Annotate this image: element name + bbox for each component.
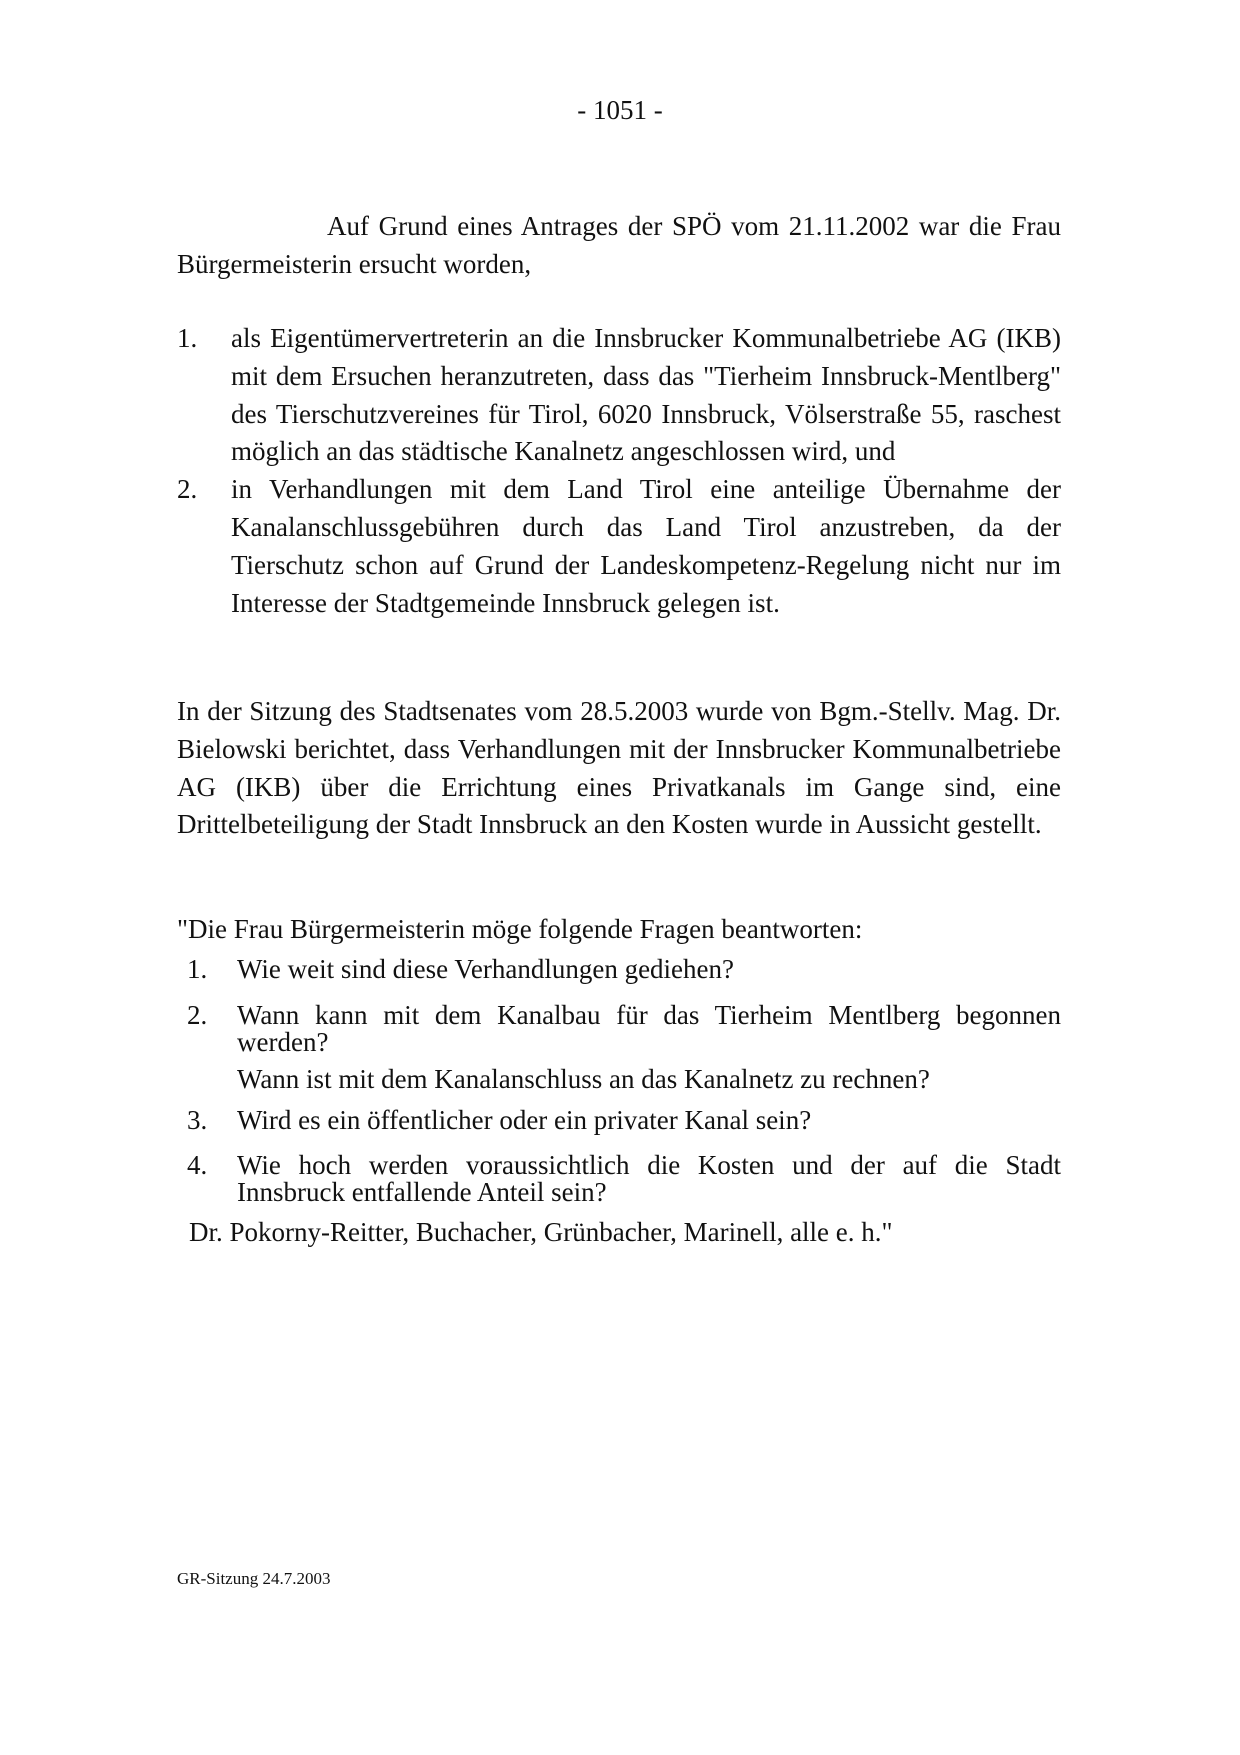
question-item <box>177 951 1061 989</box>
page-number: - 1051 - <box>577 95 663 125</box>
senate-report-paragraph: In der Sitzung des Stadtsenates vom 28.5.2003 wurde von Bgm.-Stellv. Mag. Dr. Bielowski berichtet, dass Verhandlungen mit der Innsbrucker Kommunalbetriebe AG (IKB) über die Errichtung eines Privatkanals im Gange sind, eine Drittelbeteiligung der Stadt Innsbruck an den Kosten wurde in Aussicht gestellt. <box>177 696 1061 840</box>
question-text: Wann kann mit dem Kanalbau für das Tierheim Mentlberg begonnen werden? <box>237 999 1061 1057</box>
question-number: 2. <box>187 999 208 1030</box>
question-text: Wird es ein öffentlicher oder ein privater Kanal sein? <box>237 1104 812 1135</box>
intro-paragraph: Auf Grund eines Antrages der SPÖ vom 21.11.2002 war die Frau Bürgermeisterin ersucht worden, <box>177 211 1061 279</box>
footer-session-date: GR-Sitzung 24.7.2003 <box>177 1569 331 1588</box>
inquiry-block <box>177 911 1061 1252</box>
list-item-text: in Verhandlungen mit dem Land Tirol eine anteilige Übernahme der Kanalanschlussgebühren durch das Land Tirol anzustreben, da der Tierschutz schon auf Grund der Landeskompetenz-Regelung nicht nur im Interesse der Stadtgemeinde Innsbruck gelegen ist. <box>231 474 1061 618</box>
question-number: 1. <box>187 953 208 984</box>
question-item <box>177 1102 1061 1140</box>
list-item-text: als Eigentümervertreterin an die Innsbrucker Kommunalbetriebe AG (IKB) mit dem Ersuchen heranzutreten, dass das "Tierheim Innsbruck-Mentlberg" des Tierschutzvereines für Tirol, 6020 Innsbruck, Völserstraße 55, raschest möglich an das städtische Kanalnetz angeschlossen wird, und <box>231 323 1061 467</box>
signatories: Dr. Pokorny-Reitter, Buchacher, Grünbacher, Marinell, alle e. h." <box>189 1217 893 1248</box>
question-text: Wie hoch werden voraussichtlich die Kosten und der auf die Stadt Innsbruck entfallende Anteil sein? <box>237 1150 1061 1208</box>
question-text: Wie weit sind diese Verhandlungen gediehen? <box>237 953 735 984</box>
request-list <box>177 320 1061 622</box>
question-number: 4. <box>187 1150 208 1181</box>
question-followup-text: Wann ist mit dem Kanalanschluss an das Kanalnetz zu rechnen? <box>237 1063 930 1094</box>
question-item <box>177 1147 1061 1206</box>
list-item-number: 2. <box>177 474 198 505</box>
list-item-number: 1. <box>177 323 198 353</box>
question-item <box>177 997 1061 1056</box>
list-item <box>177 471 1061 622</box>
question-number: 3. <box>187 1104 208 1135</box>
inquiry-heading: "Die Frau Bürgermeisterin möge folgende Fragen beantworten: <box>177 914 863 944</box>
list-item <box>177 320 1061 471</box>
